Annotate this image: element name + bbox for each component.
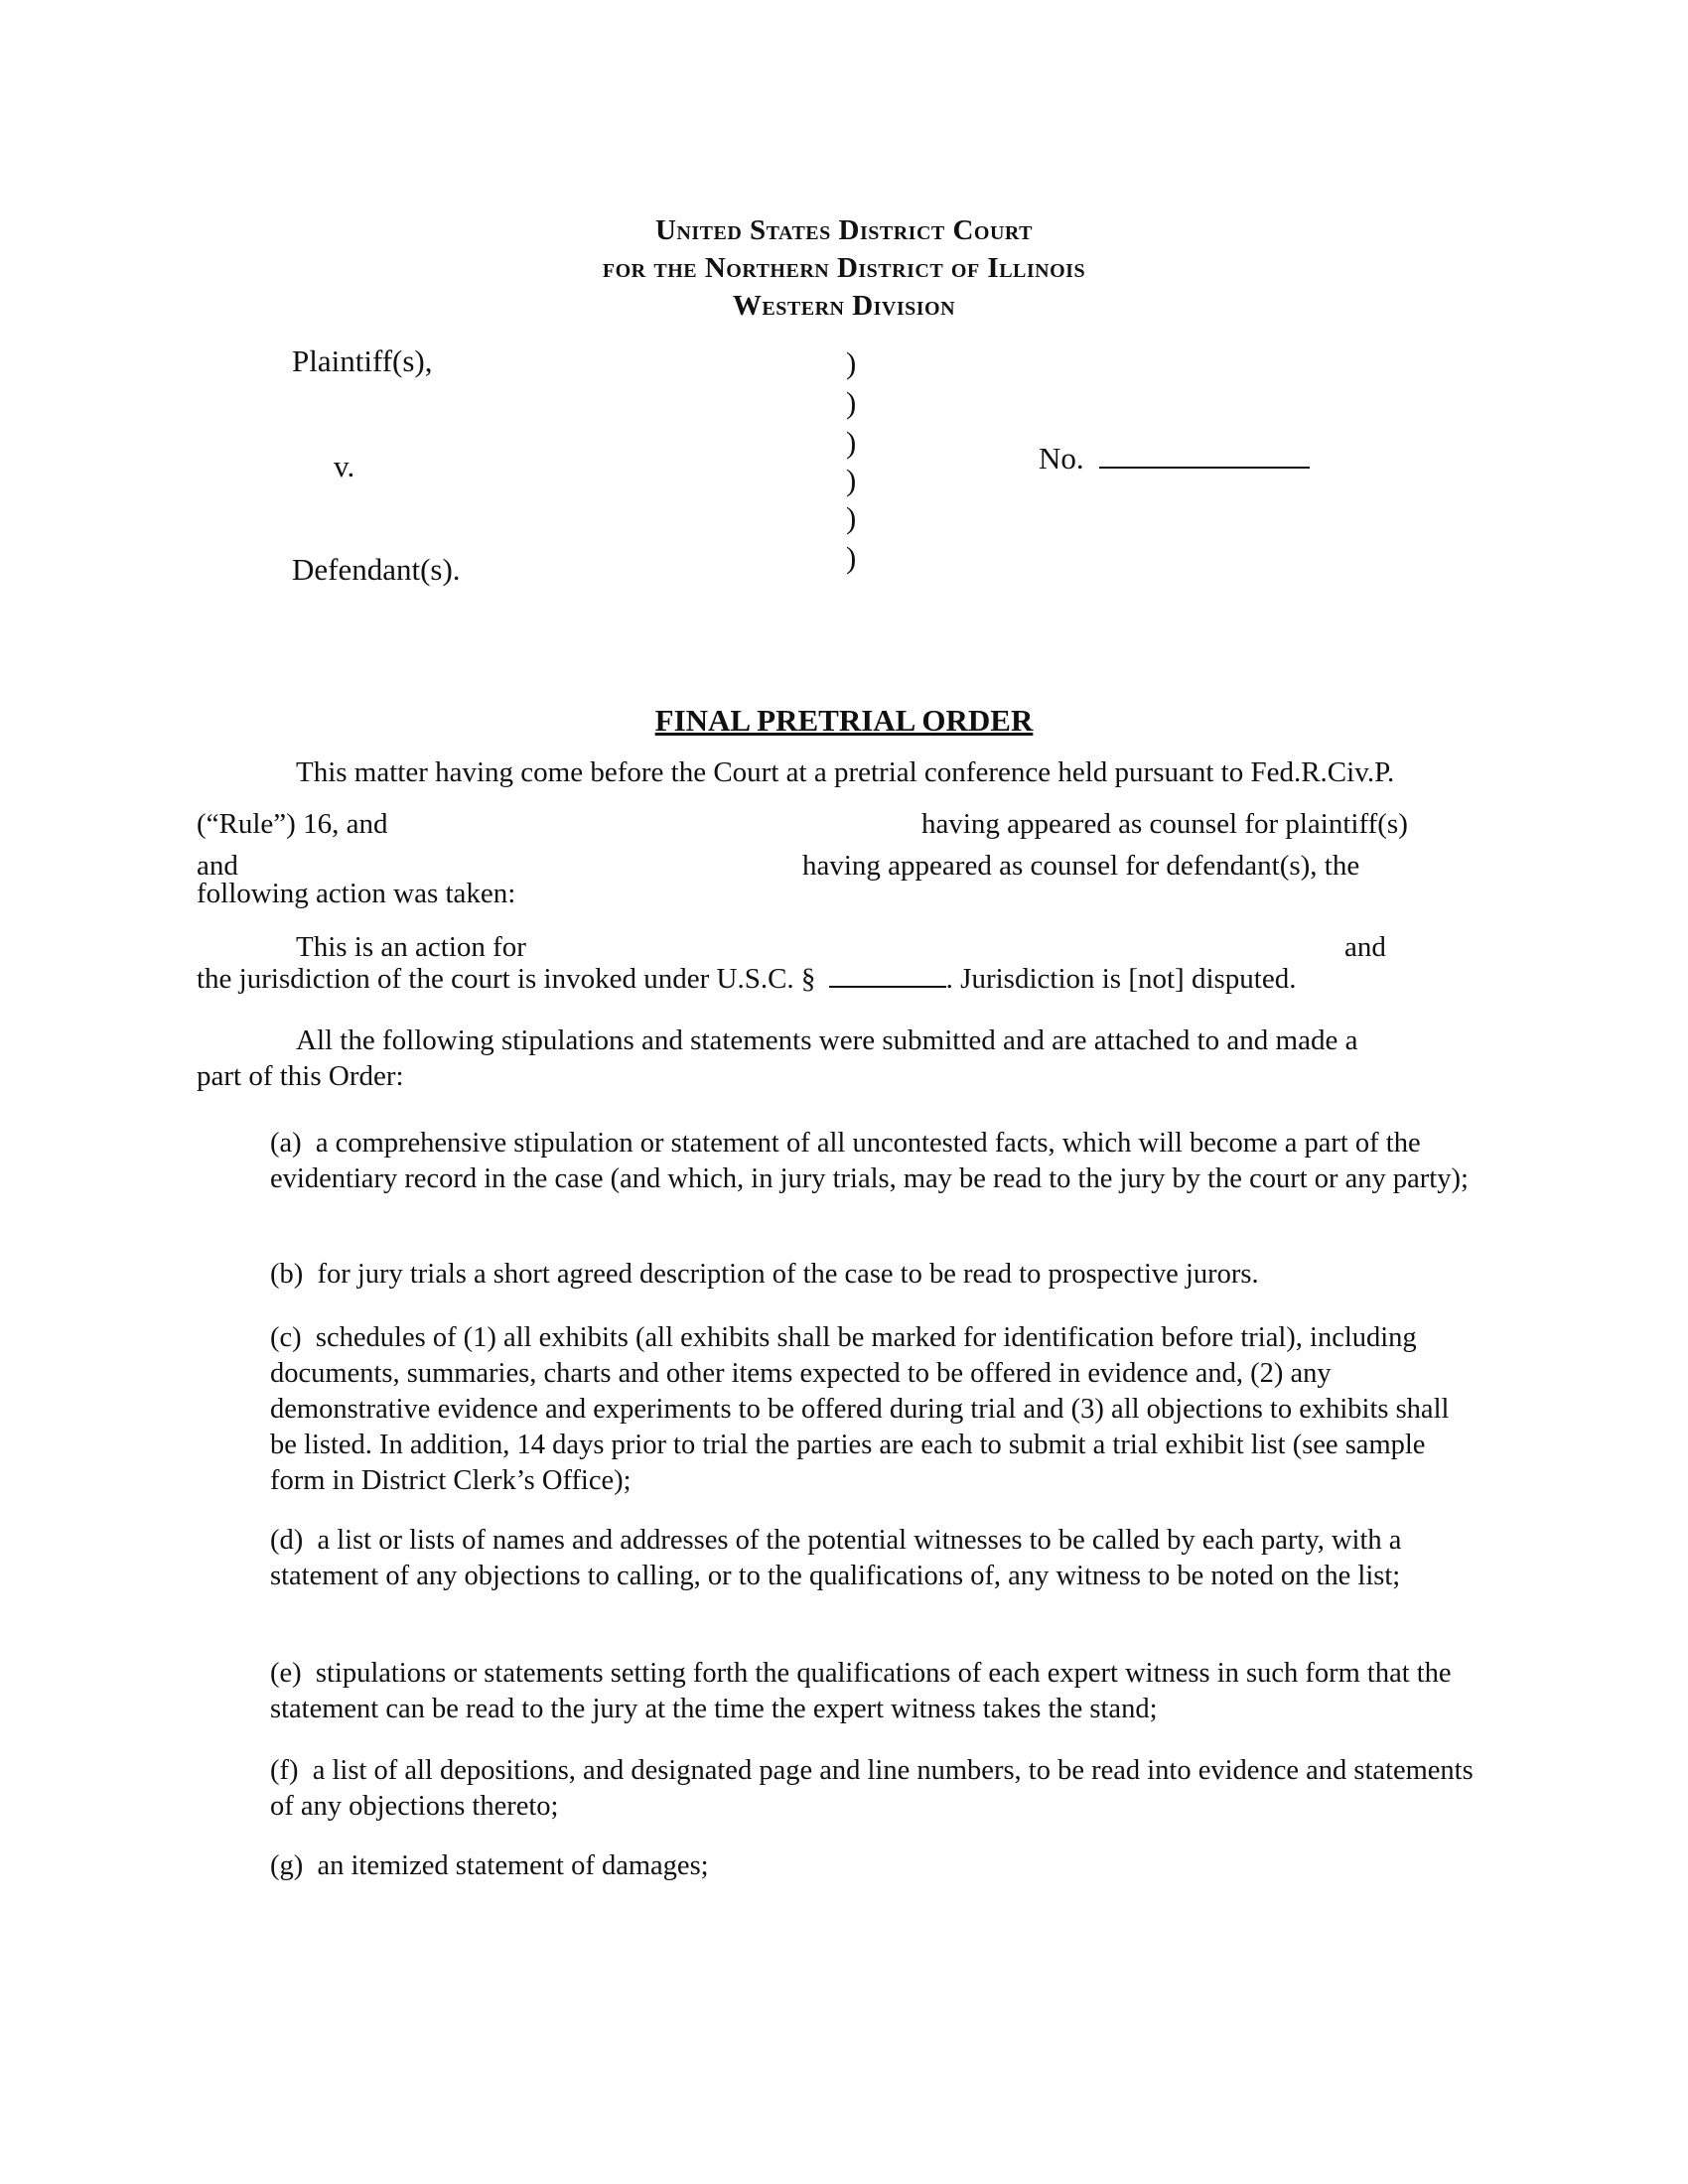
versus-label: v. (334, 449, 355, 483)
list-item (270, 1848, 1481, 1884)
item-label: (e) (270, 1658, 302, 1689)
item-label: (d) (270, 1525, 304, 1556)
jurisdiction-line (197, 963, 1297, 996)
caption-paren: ) (846, 463, 857, 497)
item-text: a list or lists of names and addresses of the potential witnesses to be called by each party, with a statement of any objections to calling, or to the qualifications of, any witness to be noted on the list; (270, 1525, 1402, 1591)
caption-paren: ) (846, 385, 857, 420)
plaintiff-label: Plaintiff(s), (292, 343, 433, 378)
usc-section-blank[interactable] (829, 986, 946, 988)
item-text: a list of all depositions, and designated page and line numbers, to be read into evidence and statements of any objections thereto; (270, 1755, 1474, 1822)
court-district: for the Northern District of Illinois (602, 252, 1086, 284)
caption-paren: ) (846, 345, 857, 380)
list-item (270, 1320, 1481, 1499)
intro-line: This matter having come before the Court at a pretrial conference held pursuant to Fed.R.Civ.P. (296, 756, 1395, 788)
item-label: (b) (270, 1259, 304, 1290)
jurisdiction-disputed-text: . Jurisdiction is [not] disputed. (945, 963, 1297, 995)
stipulations-intro-line: All the following stipulations and statements were submitted and are attached to and made a (296, 1024, 1358, 1056)
defendant-label: Defendant(s). (292, 552, 461, 587)
intro-line: having appeared as counsel for plaintiff(s) (921, 808, 1408, 840)
item-text: for jury trials a short agreed description of the case to be read to prospective jurors. (317, 1259, 1259, 1290)
item-label: (a) (270, 1128, 302, 1159)
caption-paren: ) (846, 425, 857, 460)
court-name: United States District Court (654, 214, 1033, 246)
item-text: stipulations or statements setting forth the qualifications of each expert witness in such form that the statement can be read to the jury at the time the expert witness takes the stand; (270, 1658, 1452, 1724)
list-item (270, 1126, 1481, 1197)
intro-line: having appeared as counsel for defendant(s), the (802, 850, 1360, 882)
stipulations-intro-line: part of this Order: (197, 1060, 404, 1092)
item-label: (c) (270, 1322, 302, 1353)
item-text: an itemized statement of damages; (317, 1850, 709, 1881)
case-number-blank[interactable] (1099, 467, 1310, 469)
intro-line: following action was taken: (197, 878, 516, 909)
item-text: a comprehensive stipulation or statement of all uncontested facts, which will become a part of the evidentiary record in the case (and which, in jury trials, may be read to the jury by the court or any party); (270, 1128, 1469, 1194)
intro-line: and (197, 850, 238, 882)
caption-paren: ) (846, 540, 857, 575)
caption-paren: ) (846, 500, 857, 535)
item-label: (f) (270, 1755, 299, 1786)
item-text: schedules of (1) all exhibits (all exhibits shall be marked for identification before trial), including documents, summaries, charts and other items expected to be offered in evidence and, (2) any demonstrative evidence and experiments to be offered during trial and (3) all objections to exhibits shall be listed. In addition, 14 days prior to trial the parties are each to submit a trial exhibit list (see sample form in District Clerk’s Office); (270, 1322, 1450, 1496)
case-number (1039, 441, 1310, 477)
list-item (270, 1753, 1481, 1825)
case-number-label: No. (1039, 441, 1084, 476)
intro-line: (“Rule”) 16, and (197, 808, 388, 840)
list-item (270, 1656, 1481, 1727)
page-title: FINAL PRETRIAL ORDER (654, 703, 1034, 738)
item-label: (g) (270, 1850, 304, 1881)
jurisdiction-text: the jurisdiction of the court is invoked under U.S.C. § (197, 963, 816, 995)
court-division: Western Division (732, 290, 956, 322)
list-item (270, 1257, 1481, 1293)
action-line: and (1344, 931, 1386, 963)
list-item (270, 1523, 1481, 1594)
action-line: This is an action for (296, 931, 526, 963)
